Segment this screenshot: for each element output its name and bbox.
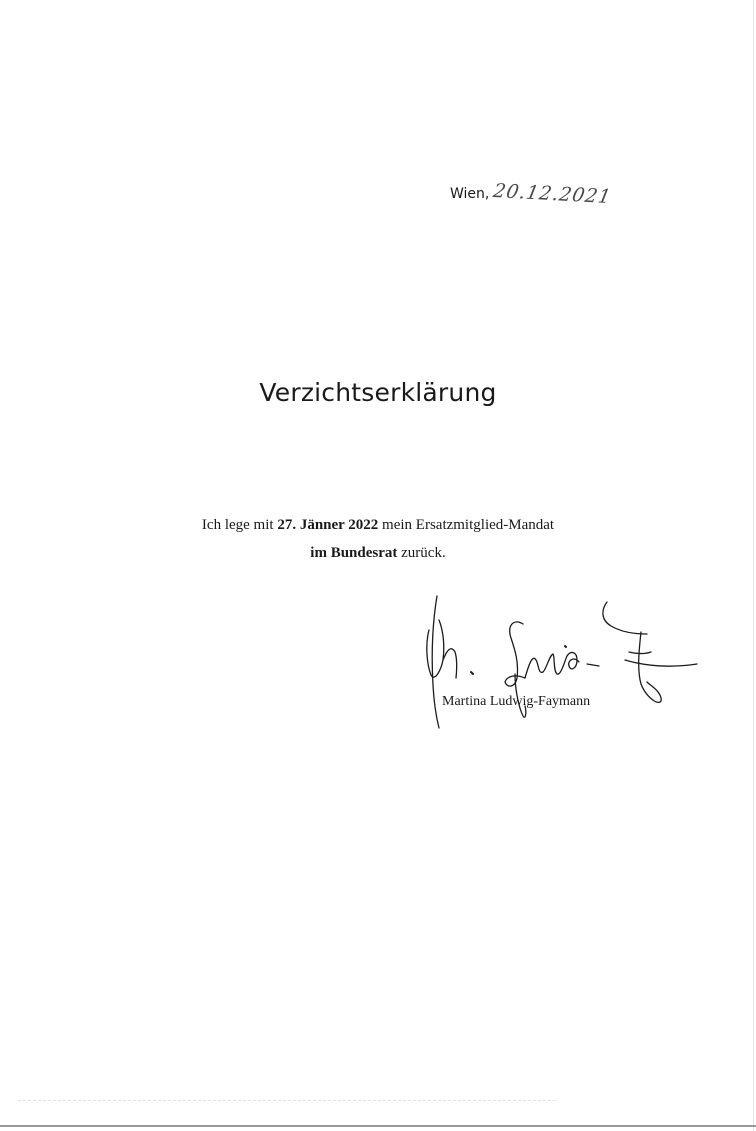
date-line (450, 179, 612, 209)
line1-pre: Ich lege mit (201, 517, 278, 533)
institution: im Bundesrat (310, 545, 398, 561)
scan-edge (753, 0, 754, 1131)
effective-date: 27. Jänner 2022 (277, 517, 379, 533)
handwritten-date: 20.12.2021 (491, 179, 614, 209)
document-title: Verzichtserklärung (259, 378, 497, 407)
declaration-line-2 (0, 539, 756, 567)
scan-artifact-line (18, 1100, 556, 1101)
line2-post: zurück. (397, 545, 446, 561)
signer-name: Martina Ludwig-Faymann (442, 694, 591, 709)
declaration-line-1 (0, 511, 756, 539)
line1-post: mein Ersatzmitglied-Mandat (378, 517, 555, 533)
handwritten-signature (415, 590, 705, 740)
place-label: Wien, (450, 186, 490, 202)
declaration-text (0, 511, 756, 567)
bottom-border (0, 1125, 756, 1127)
